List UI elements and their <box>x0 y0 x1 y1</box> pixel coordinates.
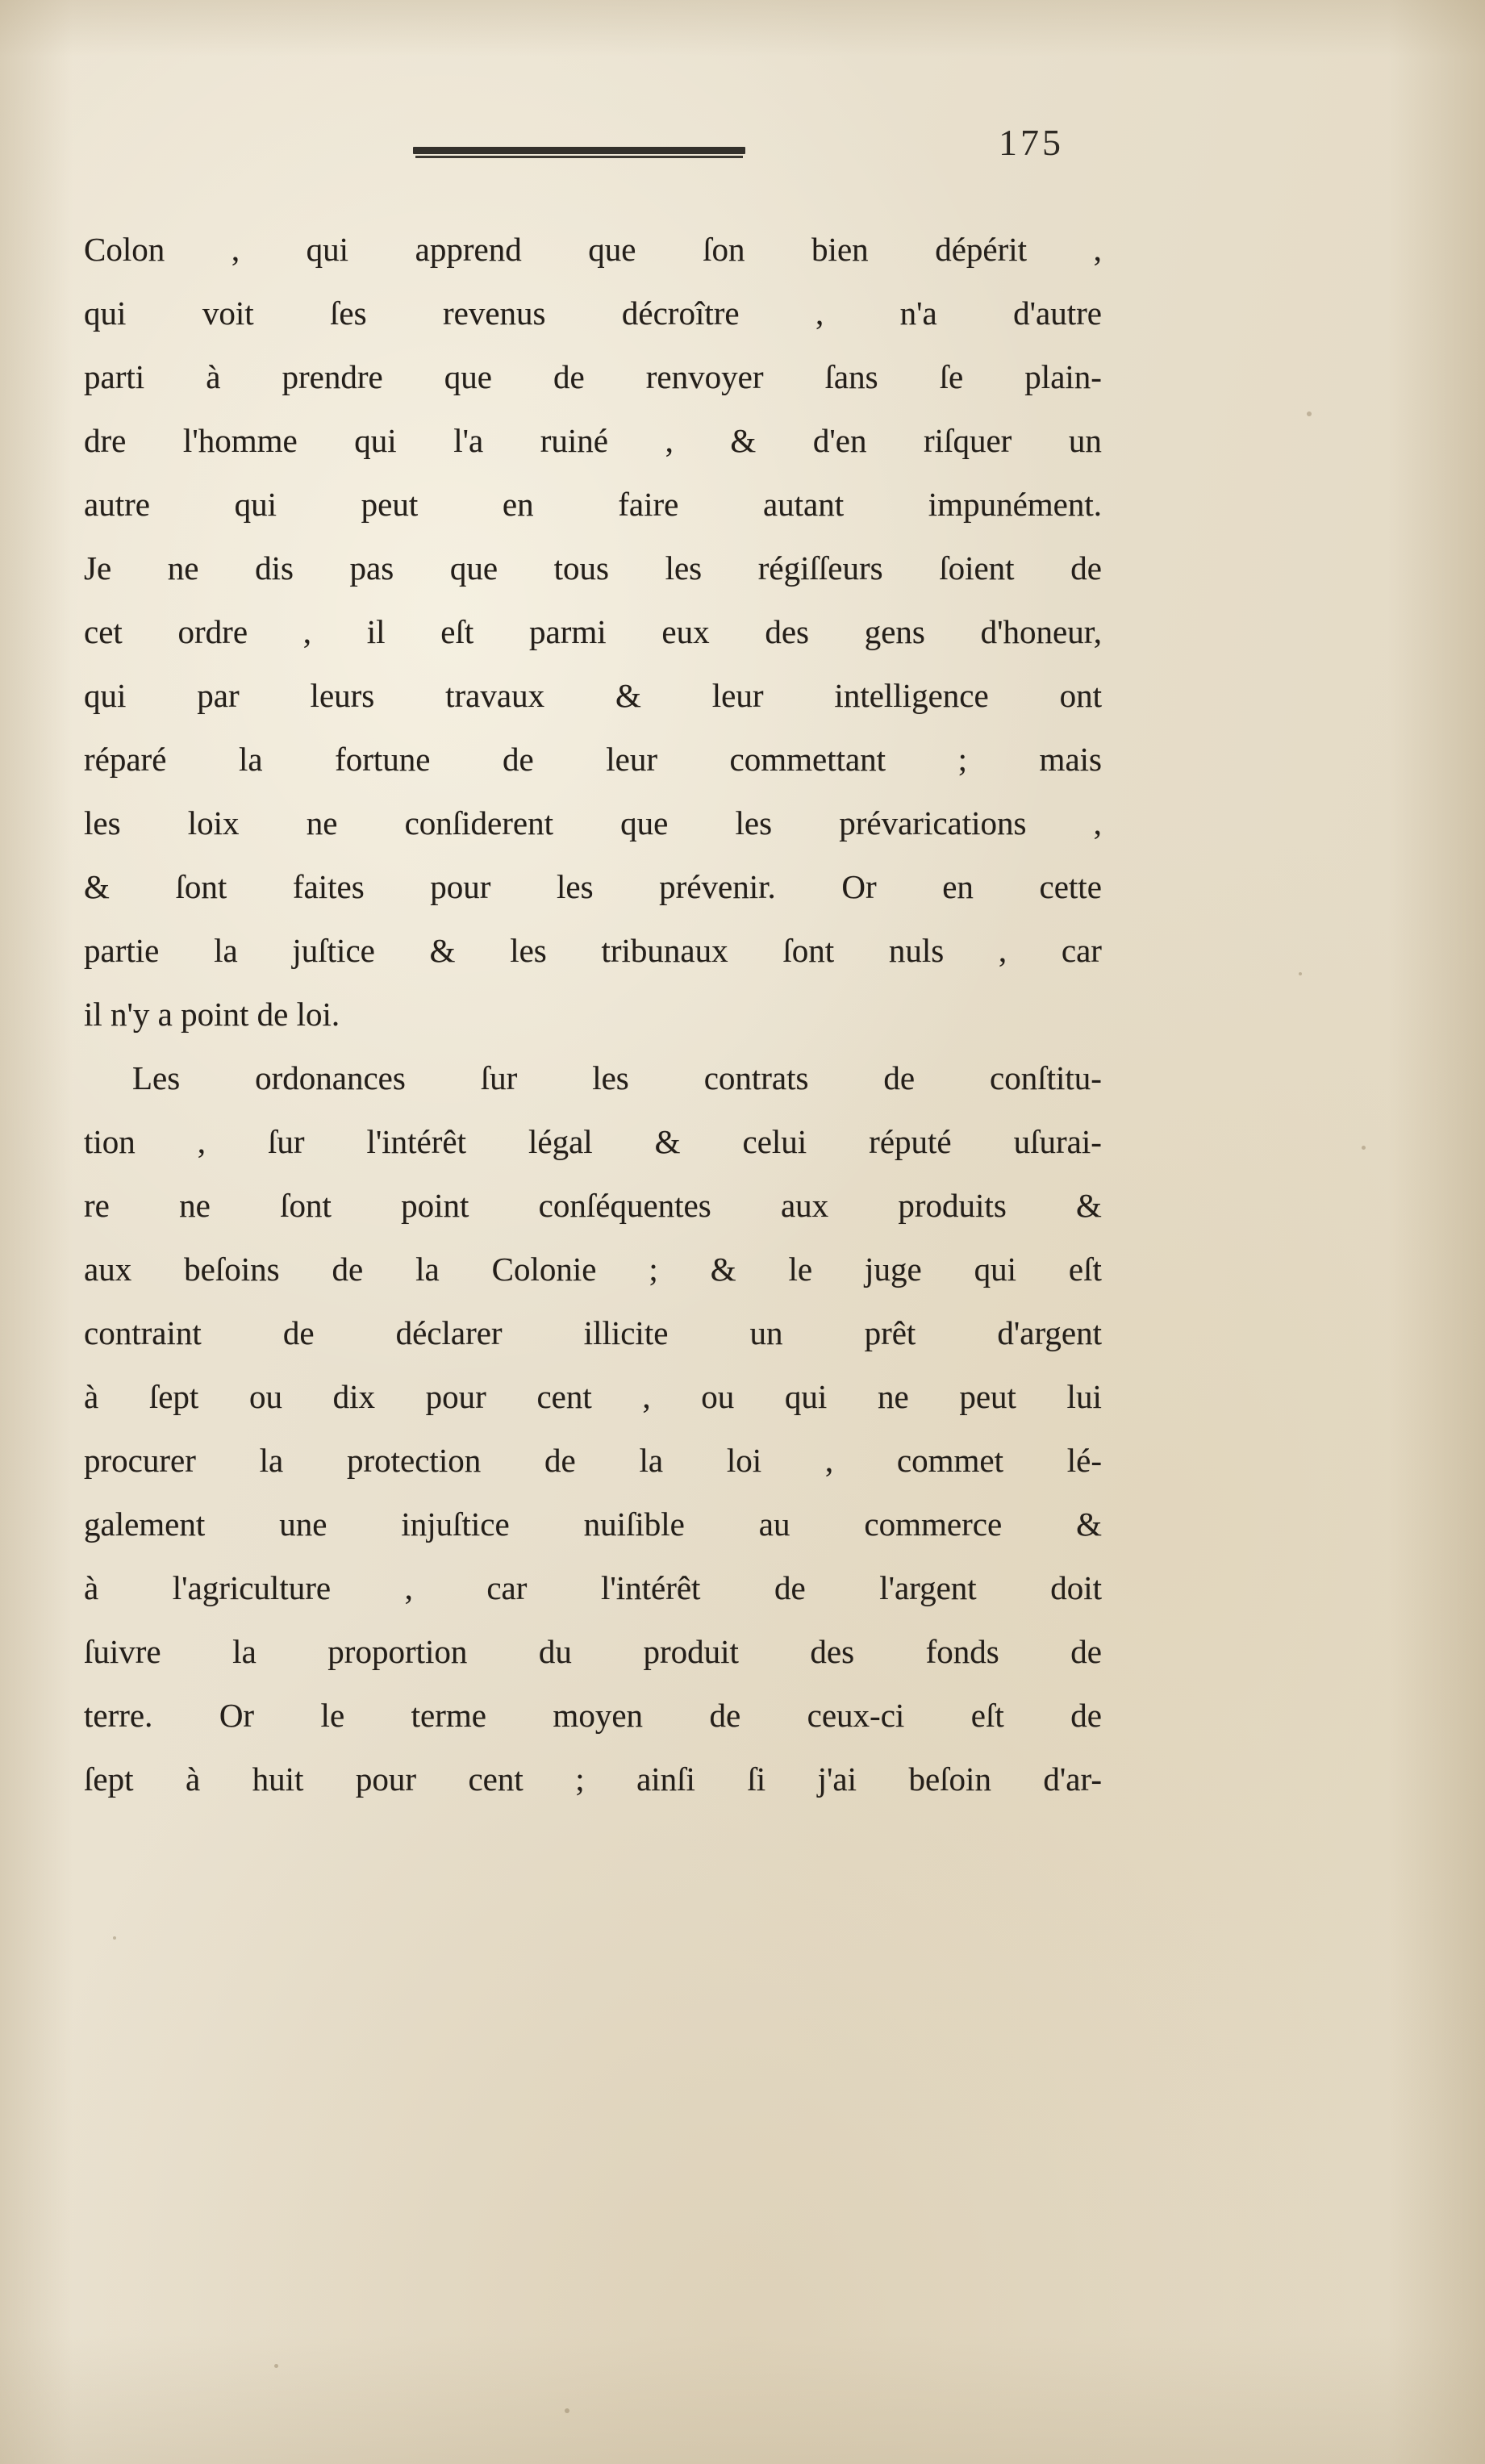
page-header <box>0 121 1485 186</box>
text-line: dre l'homme qui l'a ruiné , & d'en riſquer un <box>84 422 1102 459</box>
page-edge-shading-right <box>1388 0 1485 2464</box>
text-line: qui voit ſes revenus décroître , n'a d'autre <box>84 294 1102 332</box>
text-line: Les ordonances ſur les contrats de conſtitu- <box>132 1059 1102 1096</box>
text-line: il n'y a point de loi. <box>84 996 340 1033</box>
page-edge-shading-top <box>0 0 1485 56</box>
text-line: à l'agriculture , car l'intérêt de l'argent doit <box>84 1569 1102 1606</box>
page-edge-shading-left <box>0 0 73 2464</box>
text-line: galement une injuſtice nuiſible au commerce & <box>84 1506 1102 1543</box>
text-line: & ſont faites pour les prévenir. Or en cette <box>84 868 1102 905</box>
text-line: terre. Or le terme moyen de ceux-ci eſt de <box>84 1697 1102 1734</box>
text-line: partie la juſtice & les tribunaux ſont nuls , car <box>84 932 1102 969</box>
page-edge-shading-bottom <box>0 2335 1485 2464</box>
text-line: contraint de déclarer illicite un prêt d'argent <box>84 1314 1102 1351</box>
text-line: à ſept ou dix pour cent , ou qui ne peut lui <box>84 1378 1102 1415</box>
text-line: autre qui peut en faire autant impunément. <box>84 486 1102 523</box>
text-line: réparé la fortune de leur commettant ; mais <box>84 741 1102 778</box>
paragraph <box>84 1046 1102 1811</box>
text-line: Je ne dis pas que tous les régiſſeurs ſoient de <box>84 549 1102 587</box>
paragraph <box>84 218 1102 1046</box>
text-line: aux beſoins de la Colonie ; & le juge qui eſt <box>84 1251 1102 1288</box>
text-line: cet ordre , il eſt parmi eux des gens d'honeur, <box>84 613 1102 650</box>
paper-speck <box>1299 972 1302 975</box>
paper-speck <box>565 2408 569 2413</box>
text-line: qui par leurs travaux & leur intelligence ont <box>84 677 1102 714</box>
paper-speck <box>1307 411 1312 416</box>
text-line: tion , ſur l'intérêt légal & celui réputé uſurai- <box>84 1123 1102 1160</box>
text-line: ſuivre la proportion du produit des fonds de <box>84 1633 1102 1670</box>
text-line: ſept à huit pour cent ; ainſi ſi j'ai beſoin d'ar- <box>84 1760 1102 1798</box>
page-number: 175 <box>999 122 1064 163</box>
text-line: Colon , qui apprend que ſon bien dépérit , <box>84 231 1102 268</box>
paper-speck <box>274 2364 278 2368</box>
text-line: les loix ne conſiderent que les prévarications , <box>84 804 1102 842</box>
decorative-rule <box>413 147 745 154</box>
text-line: procurer la protection de la loi , commet lé- <box>84 1442 1102 1479</box>
paper-speck <box>113 1936 116 1940</box>
paper-speck <box>1362 1146 1366 1150</box>
text-line: re ne ſont point conſéquentes aux produits & <box>84 1187 1102 1224</box>
body-text <box>84 218 1102 1811</box>
text-line: parti à prendre que de renvoyer ſans ſe plain- <box>84 358 1102 395</box>
